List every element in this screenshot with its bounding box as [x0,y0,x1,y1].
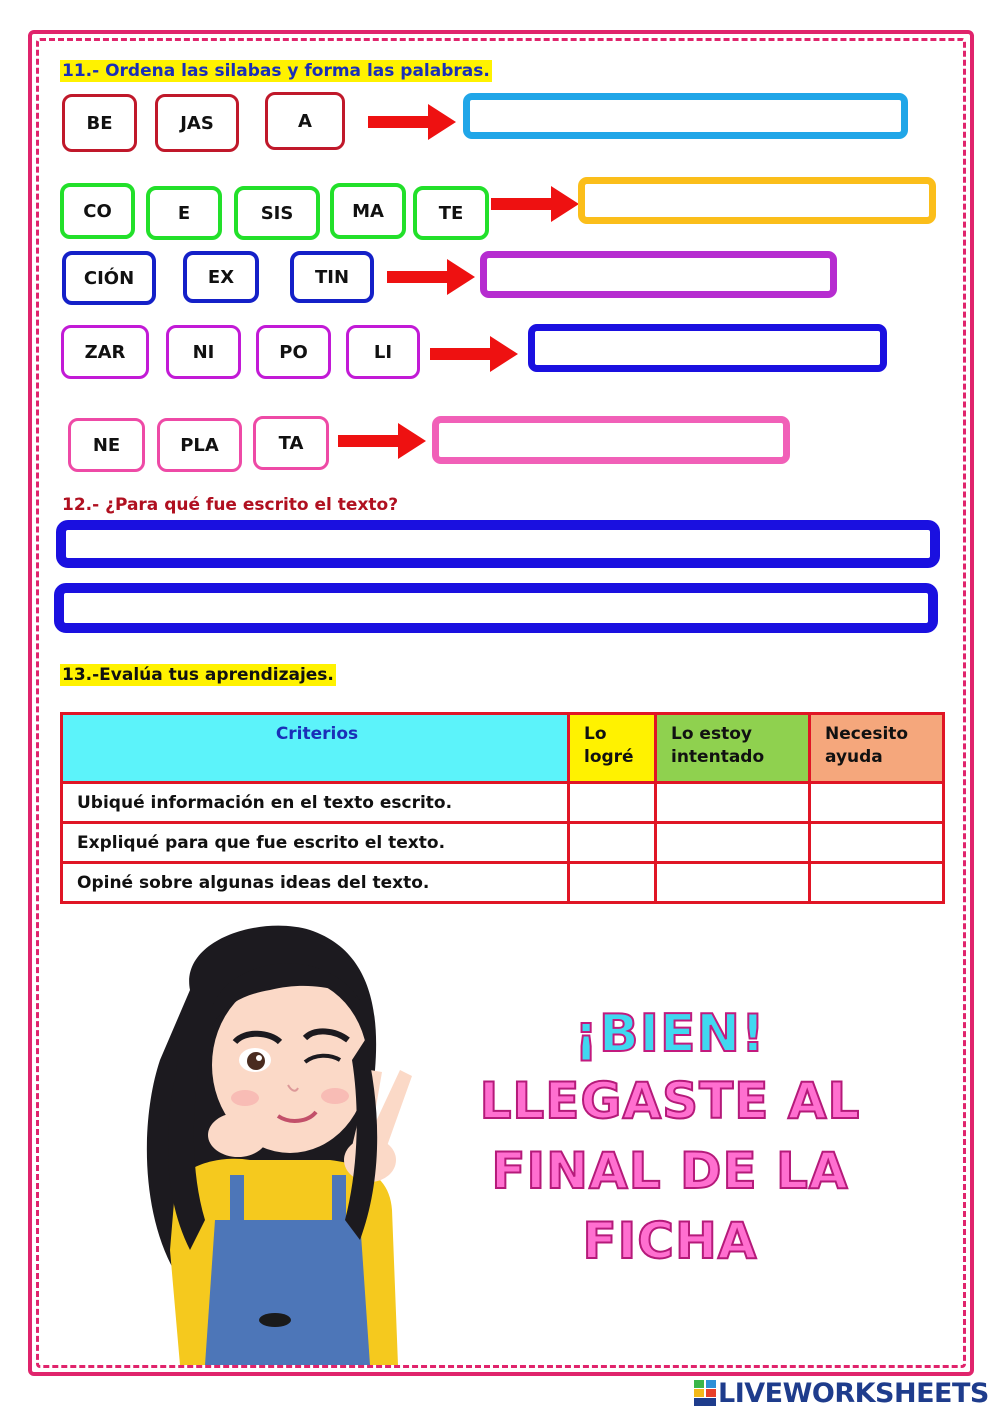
syllable-tile[interactable]: MA [330,183,406,239]
closing-line-4: FICHA [582,1212,758,1270]
arrow-right-icon [491,186,579,222]
syllable-tile[interactable]: LI [346,325,420,379]
arrow-right-icon [430,336,518,372]
criterion-cell: Expliqué para que fue escrito el texto. [62,823,569,863]
syllable-tile[interactable]: E [146,186,222,240]
check-cell[interactable] [656,863,810,903]
answer-box-word-4[interactable] [528,324,887,372]
question-12-title: 12.- ¿Para qué fue escrito el texto? [62,495,399,515]
syllable-tile[interactable]: CO [60,183,135,239]
table-row [62,783,944,823]
arrow-right-icon [338,423,426,459]
check-cell[interactable] [810,823,944,863]
syllable-tile[interactable]: PLA [157,418,242,472]
syllable-tile[interactable]: NE [68,418,145,472]
header-necesito-ayuda: Necesito ayuda [810,714,944,783]
syllable-tile[interactable]: EX [183,251,259,303]
answer-line-1[interactable] [56,520,940,568]
check-cell[interactable] [569,823,656,863]
arrow-right-icon [368,104,456,140]
check-cell[interactable] [569,863,656,903]
table-row [62,823,944,863]
syllable-tile[interactable]: CIÓN [62,251,156,305]
check-cell[interactable] [656,783,810,823]
liveworksheets-logo [694,1376,989,1410]
check-cell[interactable] [656,823,810,863]
question-13-title: 13.-Evalúa tus aprendizajes. [62,665,334,685]
question-11-title: 11.- Ordena las silabas y forma las palabras. [62,61,490,81]
header-criterios: Criterios [62,714,569,783]
syllable-tile[interactable]: SIS [234,186,320,240]
answer-line-2[interactable] [54,583,938,633]
arrow-right-icon [387,259,475,295]
closing-bien: ¡BIEN! [574,1004,766,1064]
header-lo-logre: Lo logré [569,714,656,783]
liveworksheets-logo-icon [694,1380,718,1406]
check-cell[interactable] [810,783,944,823]
closing-line-3: FINAL DE LA [491,1142,849,1200]
criterion-cell: Ubiqué información en el texto escrito. [62,783,569,823]
answer-box-word-3[interactable] [480,251,837,298]
check-cell[interactable] [569,783,656,823]
syllable-tile[interactable]: JAS [155,94,239,152]
syllable-tile[interactable]: TE [413,186,489,240]
answer-box-word-2[interactable] [578,177,936,224]
criterion-cell: Opiné sobre algunas ideas del texto. [62,863,569,903]
syllable-tile[interactable]: TIN [290,251,374,303]
self-evaluation-table [60,712,945,904]
logo-text: LIVEWORKSHEETS [718,1377,989,1409]
syllable-tile[interactable]: NI [166,325,241,379]
closing-line-2: LLEGASTE AL [479,1072,861,1130]
syllable-tile[interactable]: ZAR [61,325,149,379]
header-lo-estoy-intentado: Lo estoy intentado [656,714,810,783]
syllable-tile[interactable]: A [265,92,345,150]
syllable-tile[interactable]: BE [62,94,137,152]
answer-box-word-5[interactable] [432,416,790,464]
syllable-tile[interactable]: TA [253,416,329,470]
check-cell[interactable] [810,863,944,903]
girl-avatar-illustration [120,920,440,1365]
answer-box-word-1[interactable] [463,93,908,139]
syllable-tile[interactable]: PO [256,325,331,379]
table-header-row [62,714,944,783]
table-row [62,863,944,903]
